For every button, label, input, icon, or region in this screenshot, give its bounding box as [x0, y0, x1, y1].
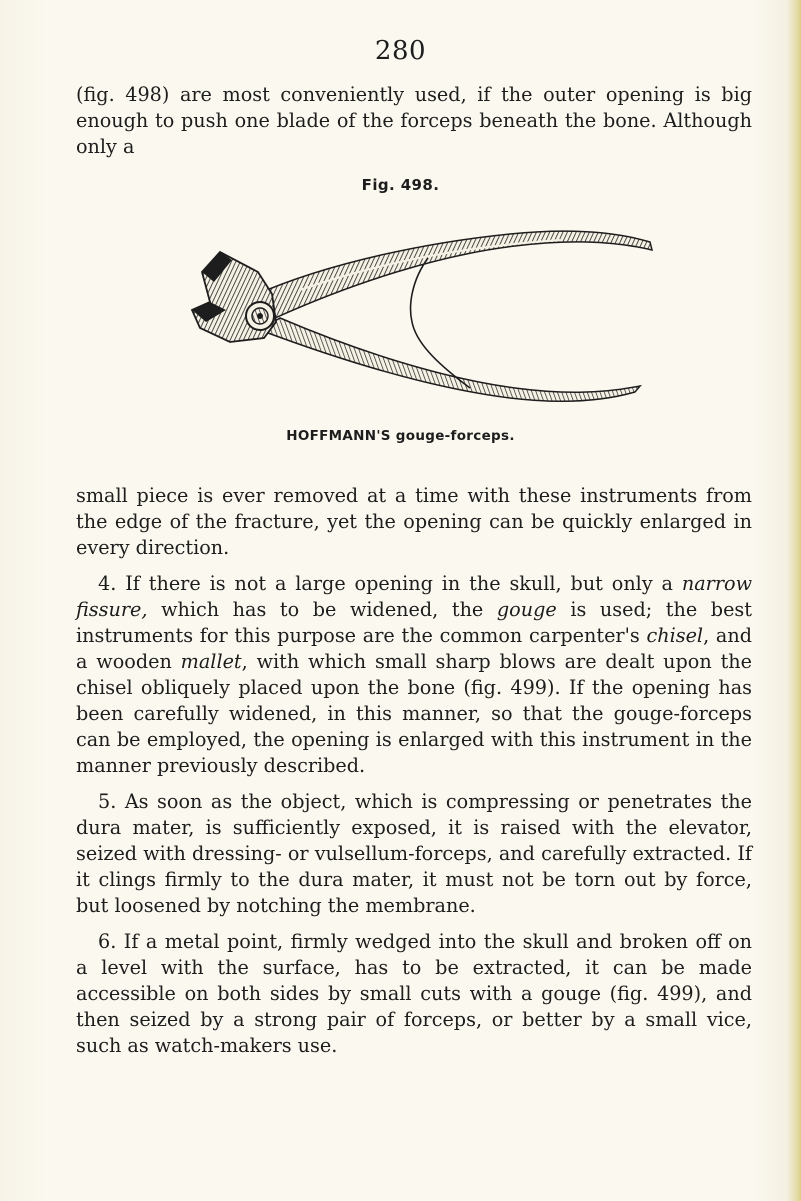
paragraph: [76, 571, 752, 779]
text-run: , and a wooden: [76, 624, 753, 673]
text-run: 5. As soon as the object, which is compressing or penetrates the dura mater, is sufficiently exposed, it is raised with the elevator, seized with dressing- or vulsellum-forceps, and carefully extracted. If it clings firmly to the dura mater, it must not be torn out by force, but loosened by notching the membrane.: [76, 790, 752, 917]
paragraph: [76, 483, 752, 561]
italic-text: chisel: [646, 624, 704, 647]
italic-text: gouge: [496, 598, 557, 621]
figure-title: Fig. 498.: [361, 176, 440, 194]
text-run: 4. If there is not a large opening in the skull, but only a: [98, 572, 682, 595]
italic-text: narrow fissure,: [76, 572, 752, 621]
intro-paragraph: [76, 82, 752, 160]
text-run: which has to be widened, the: [147, 598, 497, 621]
paragraph: [76, 789, 752, 919]
intro-text: (fig. 498) are most conveniently used, if the outer opening is big enough to push one blade of the forceps beneath the bone. Although only a: [76, 83, 752, 158]
paragraph: [76, 929, 752, 1059]
text-run: is used; the best instruments for this purpose are the common carpenter's: [76, 598, 752, 647]
gouge-forceps-illustration: [180, 210, 720, 420]
figure-caption: HOFFMANN'S gouge-forceps.: [286, 428, 515, 444]
body-text: [76, 483, 752, 1059]
italic-text: mallet: [180, 650, 242, 673]
text-run: 6. If a metal point, firmly wedged into the skull and broken off on a level with the surface, has to be extracted, it can be made accessible on both sides by small cuts with a gouge (fig. 499), and then seized by a strong pair of forceps, or better by a small vice, such as watch-makers use.: [76, 930, 752, 1057]
text-run: small piece is ever removed at a time with these instruments from the edge of the fracture, yet the opening can be quickly enlarged in every direction.: [76, 484, 752, 559]
text-run: , with which small sharp blows are dealt upon the chisel obliquely placed upon the bone (fig. 499). If the opening has been carefully widened, in this manner, so that the gouge-forceps can be employed, the opening is enlarged with this instrument in the manner previously described.: [76, 650, 752, 777]
page-number: 280: [374, 36, 427, 66]
